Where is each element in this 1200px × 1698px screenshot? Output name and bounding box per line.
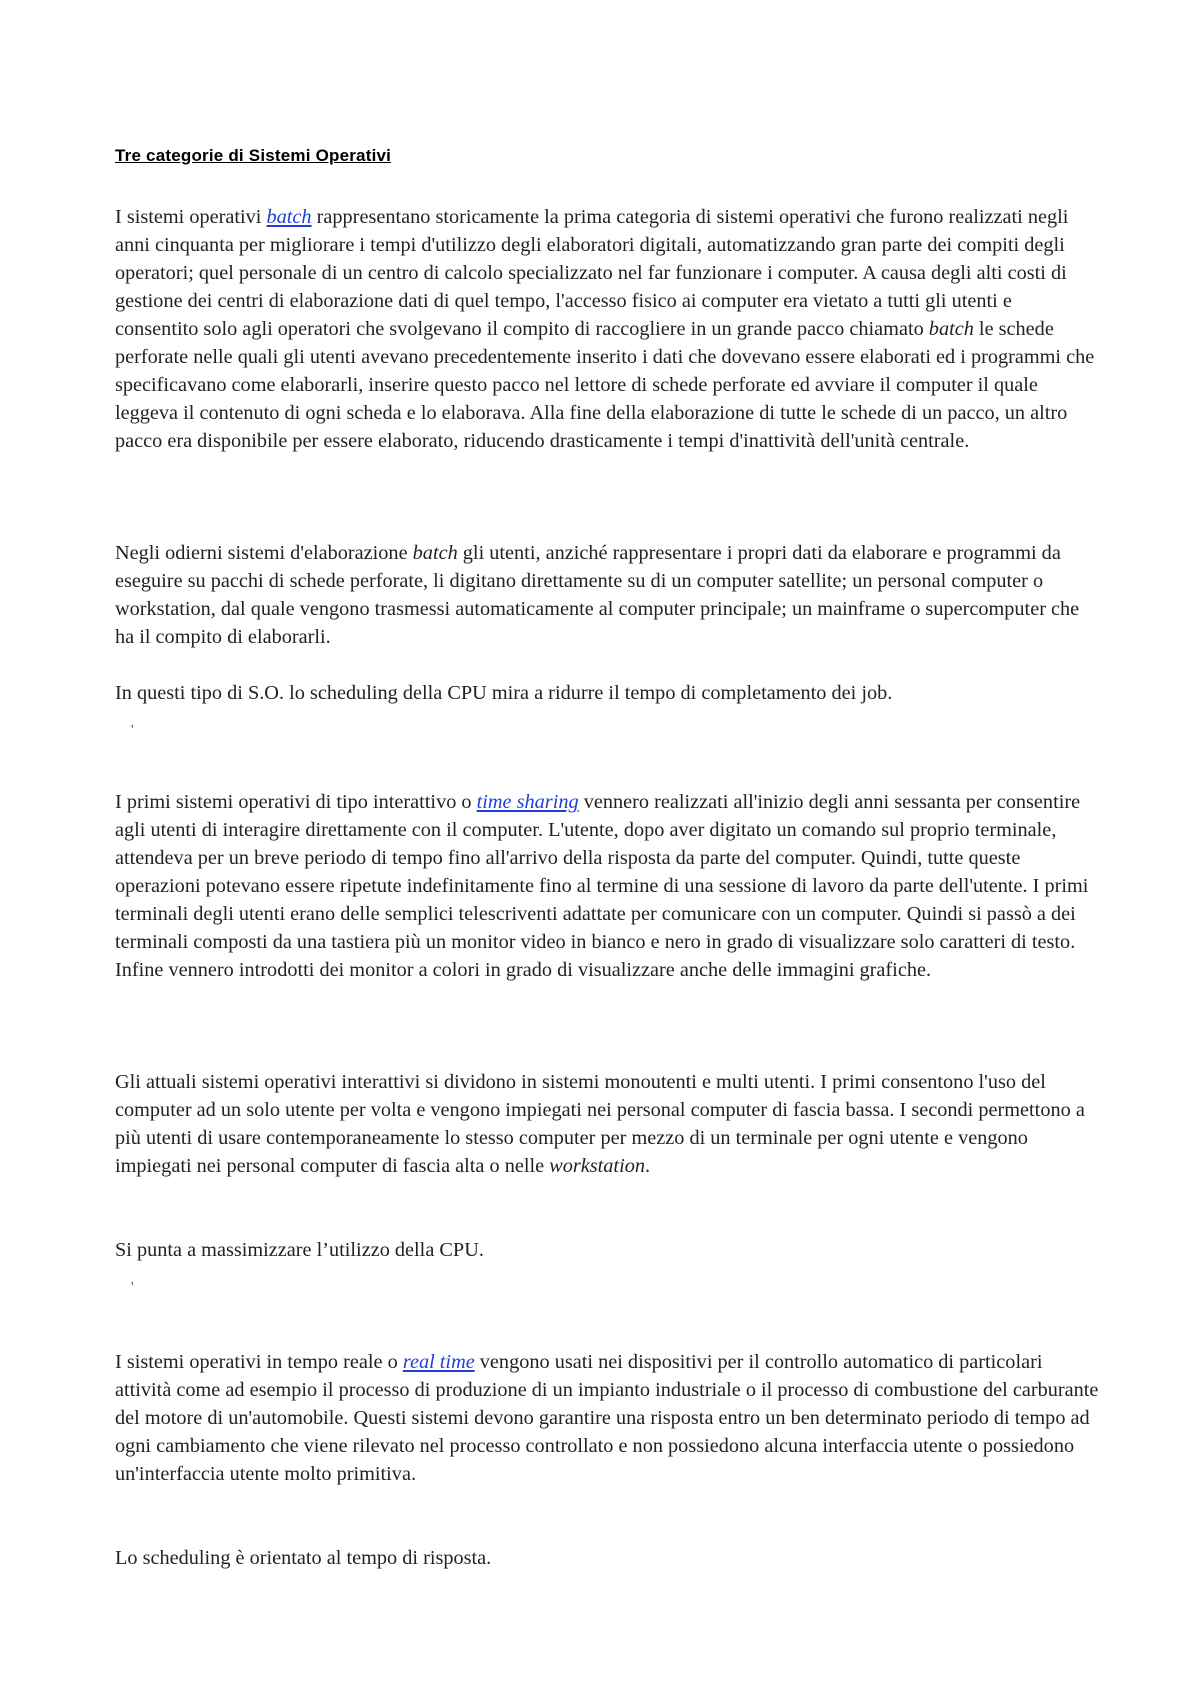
time-sharing-link[interactable]: time sharing — [476, 791, 579, 813]
batch-p1-text-start: I sistemi operativi — [115, 206, 267, 228]
batch-link[interactable]: batch — [266, 206, 312, 228]
timesharing-paragraph-3: Si punta a massimizzare l’utilizzo della CPU. — [115, 1239, 484, 1261]
timesharing-p2-text-end: . — [645, 1155, 651, 1177]
workstation-italic-term: workstation — [549, 1155, 645, 1177]
batch-paragraph-3: In questi tipo di S.O. lo scheduling della CPU mira a ridurre il tempo di completamento dei job. — [115, 682, 893, 704]
timesharing-p1-text-start: I primi sistemi operativi di tipo interattivo o — [115, 791, 477, 813]
separator-mark-2: ' — [131, 1280, 134, 1295]
batch-paragraph-1 — [115, 203, 1100, 455]
batch-italic-term: batch — [928, 318, 974, 340]
timesharing-paragraph-2 — [115, 1068, 1100, 1180]
batch-p2-italic-term: batch — [412, 542, 458, 564]
realtime-p1-text-start: I sistemi operativi in tempo reale o — [115, 1351, 403, 1373]
batch-p2-text-start: Negli odierni sistemi d'elaborazione — [115, 542, 413, 564]
realtime-paragraph-2: Lo scheduling è orientato al tempo di risposta. — [115, 1547, 492, 1569]
timesharing-paragraph-1 — [115, 788, 1100, 984]
batch-p2-text-end: gli utenti, anziché rappresentare i propri dati da elaborare e programmi da eseguire su pacchi di schede perforate, li digitano direttamente su di un computer satellite; un personal computer o workstation, dal quale vengono trasmessi automaticamente al computer principale; un mainframe o supercomputer che ha il compito di elaborarli. — [115, 542, 1080, 648]
realtime-p1-text-end: vengono usati nei dispositivi per il controllo automatico di particolari attività come ad esempio il processo di produzione di un impianto industriale o il processo di combustione del carburante del motore di un'automobile. Questi sistemi devono garantire una risposta entro un ben determinato periodo di tempo ad ogni cambiamento che viene rilevato nel processo controllato e non possiedono alcuna interfaccia utente o possiedono un'interfaccia utente molto primitiva. — [115, 1351, 1099, 1485]
real-time-link[interactable]: real time — [402, 1351, 475, 1373]
timesharing-p1-text-end: vennero realizzati all'inizio degli anni sessanta per consentire agli utenti di interagire direttamente con il computer. L'utente, dopo aver digitato un comando sul proprio terminale, attendeva per un breve periodo di tempo fino all'arrivo della risposta da parte del computer. Quindi, tutte queste operazioni potevano essere ripetute indefinitamente fino al termine di una sessione di lavoro da parte dell'utente. I primi terminali degli utenti erano delle semplici telescriventi adattate per comunicare con un computer. Quindi si passò a dei terminali composti da una tastiera più un monitor video in bianco e nero in grado di visualizzare solo caratteri di testo. Infine vennero introdotti dei monitor a colori in grado di visualizzare anche delle immagini grafiche. — [115, 791, 1089, 981]
batch-p1-text-mid: rappresentano storicamente la prima categoria di sistemi operativi che furono realizzati negli anni cinquanta per migliorare i tempi d'utilizzo degli elaboratori digitali, automatizzando gran parte dei compiti degli operatori; quel personale di un centro di calcolo specializzato nel far funzionare i computer. A causa degli alti costi di gestione dei centri di elaborazione dati di quel tempo, l'accesso fisico ai computer era vietato a tutti gli utenti e consentito solo agli operatori che svolgevano il compito di raccogliere in un grande pacco chiamato — [115, 206, 1069, 340]
separator-mark-1: ' — [131, 723, 134, 738]
realtime-paragraph-1 — [115, 1348, 1100, 1488]
batch-paragraph-2 — [115, 539, 1100, 651]
batch-p1-text-end: le schede perforate nelle quali gli utenti avevano precedentemente inserito i dati che dovevano essere elaborati ed i programmi che specificavano come elaborarli, inserire questo pacco nel lettore di schede perforate ed avviare il computer il quale leggeva il contenuto di ogni scheda e lo elaborava. Alla fine della elaborazione di tutte le schede di un pacco, un altro pacco era disponibile per essere elaborato, riducendo drasticamente i tempi d'inattività dell'unità centrale. — [115, 318, 1095, 452]
timesharing-p2-text-start: Gli attuali sistemi operativi interattivi si dividono in sistemi monoutenti e multi utenti. I primi consentono l'uso del computer ad un solo utente per volta e vengono impiegati nei personal computer di fascia bassa. I secondi permettono a più utenti di usare contemporaneamente lo stesso computer per mezzo di un terminale per ogni utente e vengono impiegati nei personal computer di fascia alta o nelle — [115, 1071, 1085, 1177]
page-title: Tre categorie di Sistemi Operativi — [115, 146, 392, 165]
